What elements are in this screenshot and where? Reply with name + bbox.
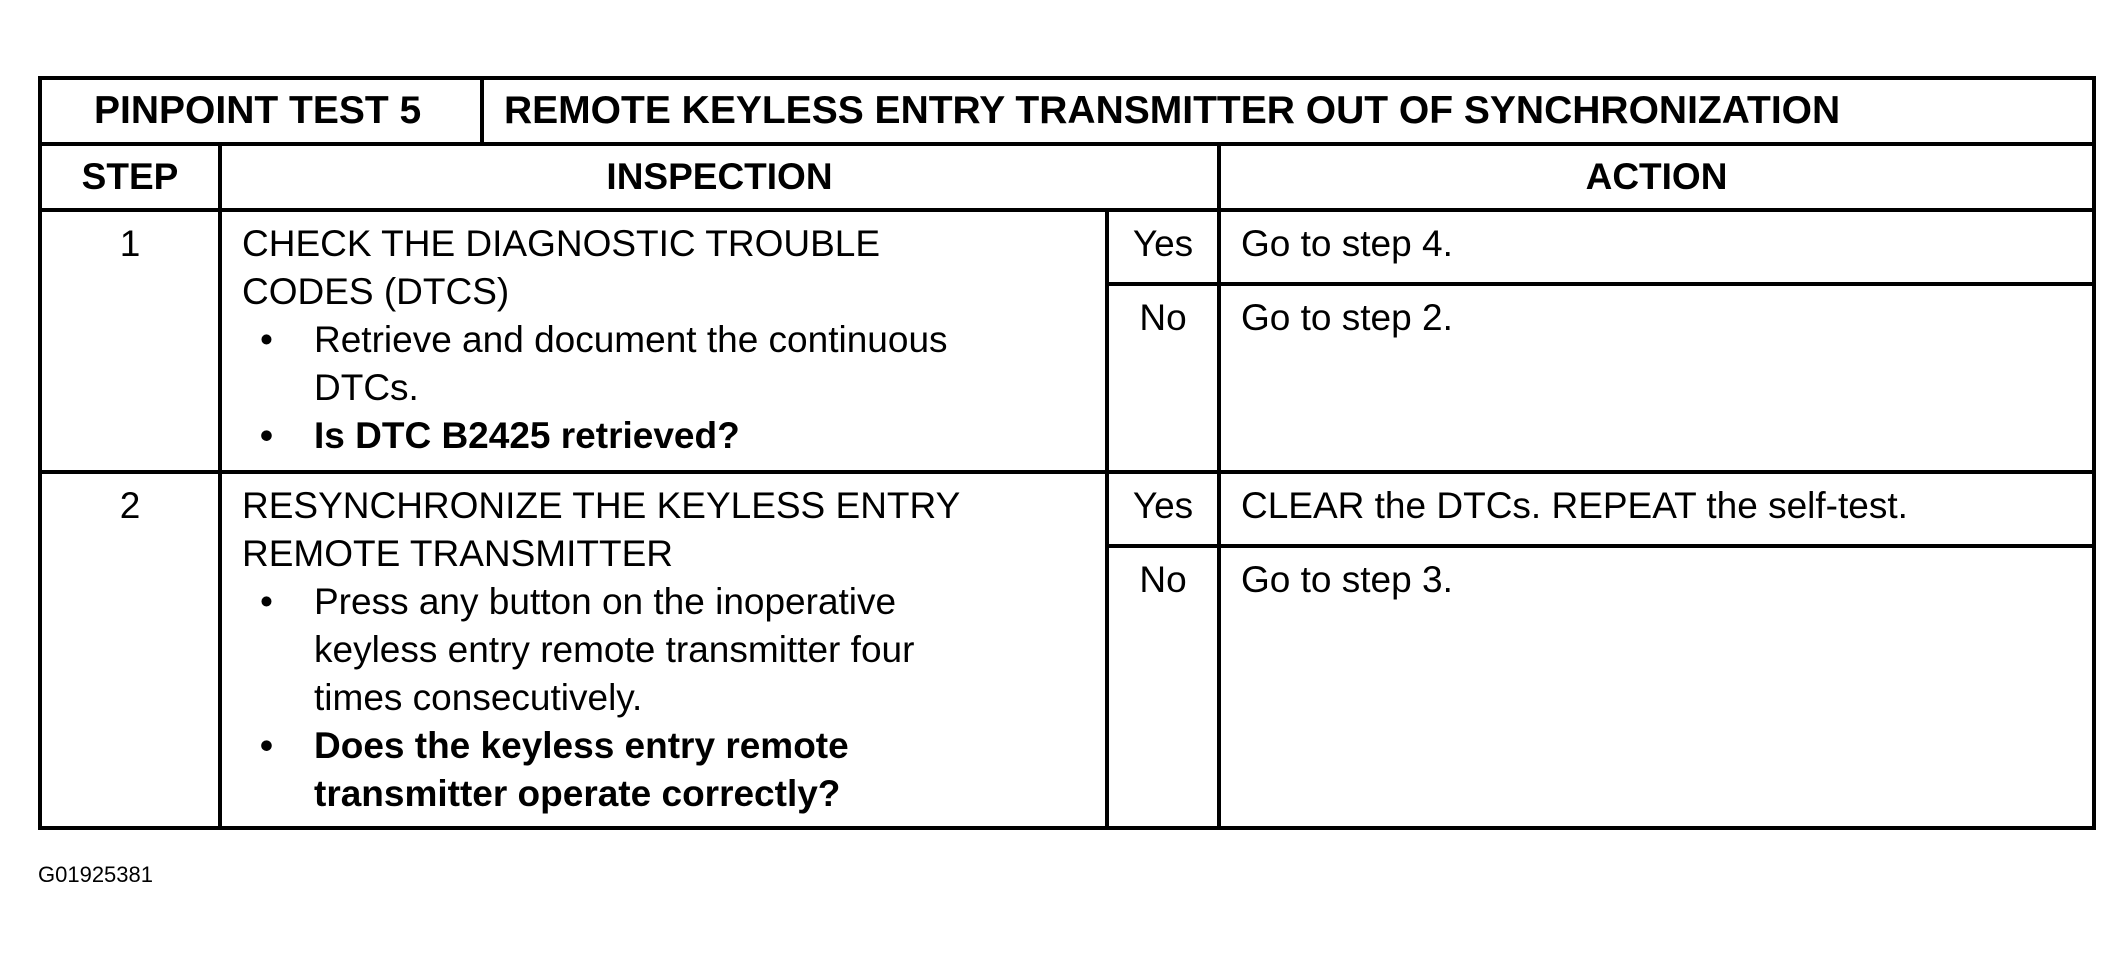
bullet-text: DTCs. <box>314 367 419 408</box>
step-1-yes-row <box>40 210 2094 284</box>
no-label: No <box>1107 284 1219 472</box>
bullet-item-question <box>242 722 1085 818</box>
yes-action: Go to step 4. <box>1219 210 2094 284</box>
bullet-item <box>242 578 1085 722</box>
step-1-inspection <box>220 210 1107 472</box>
column-header-step: STEP <box>40 144 220 210</box>
no-action: Go to step 2. <box>1219 284 2094 472</box>
test-label: PINPOINT TEST 5 <box>40 78 482 144</box>
no-action: Go to step 3. <box>1219 546 2094 828</box>
step-2-yes-row <box>40 472 2094 546</box>
test-title: REMOTE KEYLESS ENTRY TRANSMITTER OUT OF SYNCHRONIZATION <box>482 78 2094 144</box>
yes-action: CLEAR the DTCs. REPEAT the self-test. <box>1219 472 2094 546</box>
pinpoint-test-table <box>38 76 2096 830</box>
yes-label: Yes <box>1107 472 1219 546</box>
no-label: No <box>1107 546 1219 828</box>
bullet-text: keyless entry remote transmitter four <box>314 629 915 670</box>
pinpoint-test-document <box>38 76 2092 830</box>
bullet-icon: • <box>260 581 273 622</box>
bullet-text: Press any button on the inoperative <box>314 581 897 622</box>
bullet-text: Is DTC B2425 retrieved? <box>314 415 740 456</box>
column-header-action: ACTION <box>1219 144 2094 210</box>
bullet-icon: • <box>260 725 273 766</box>
step-heading: CODES (DTCS) <box>242 271 510 312</box>
figure-id: G01925381 <box>38 862 153 887</box>
bullet-text: Does the keyless entry remote <box>314 725 849 766</box>
column-header-row <box>40 144 2094 210</box>
column-header-inspection: INSPECTION <box>220 144 1219 210</box>
test-header-row <box>40 78 2094 144</box>
step-heading: REMOTE TRANSMITTER <box>242 533 673 574</box>
bullet-item <box>242 316 1085 412</box>
bullet-icon: • <box>260 415 273 456</box>
step-2-inspection <box>220 472 1107 828</box>
bullet-text: times consecutively. <box>314 677 643 718</box>
step-heading: CHECK THE DIAGNOSTIC TROUBLE <box>242 223 881 264</box>
bullet-icon: • <box>260 319 273 360</box>
step-heading: RESYNCHRONIZE THE KEYLESS ENTRY <box>242 485 961 526</box>
yes-label: Yes <box>1107 210 1219 284</box>
step-number: 1 <box>40 210 220 472</box>
step-number: 2 <box>40 472 220 828</box>
bullet-text: Retrieve and document the continuous <box>314 319 948 360</box>
bullet-text: transmitter operate correctly? <box>314 773 841 814</box>
bullet-item-question <box>242 412 1085 460</box>
